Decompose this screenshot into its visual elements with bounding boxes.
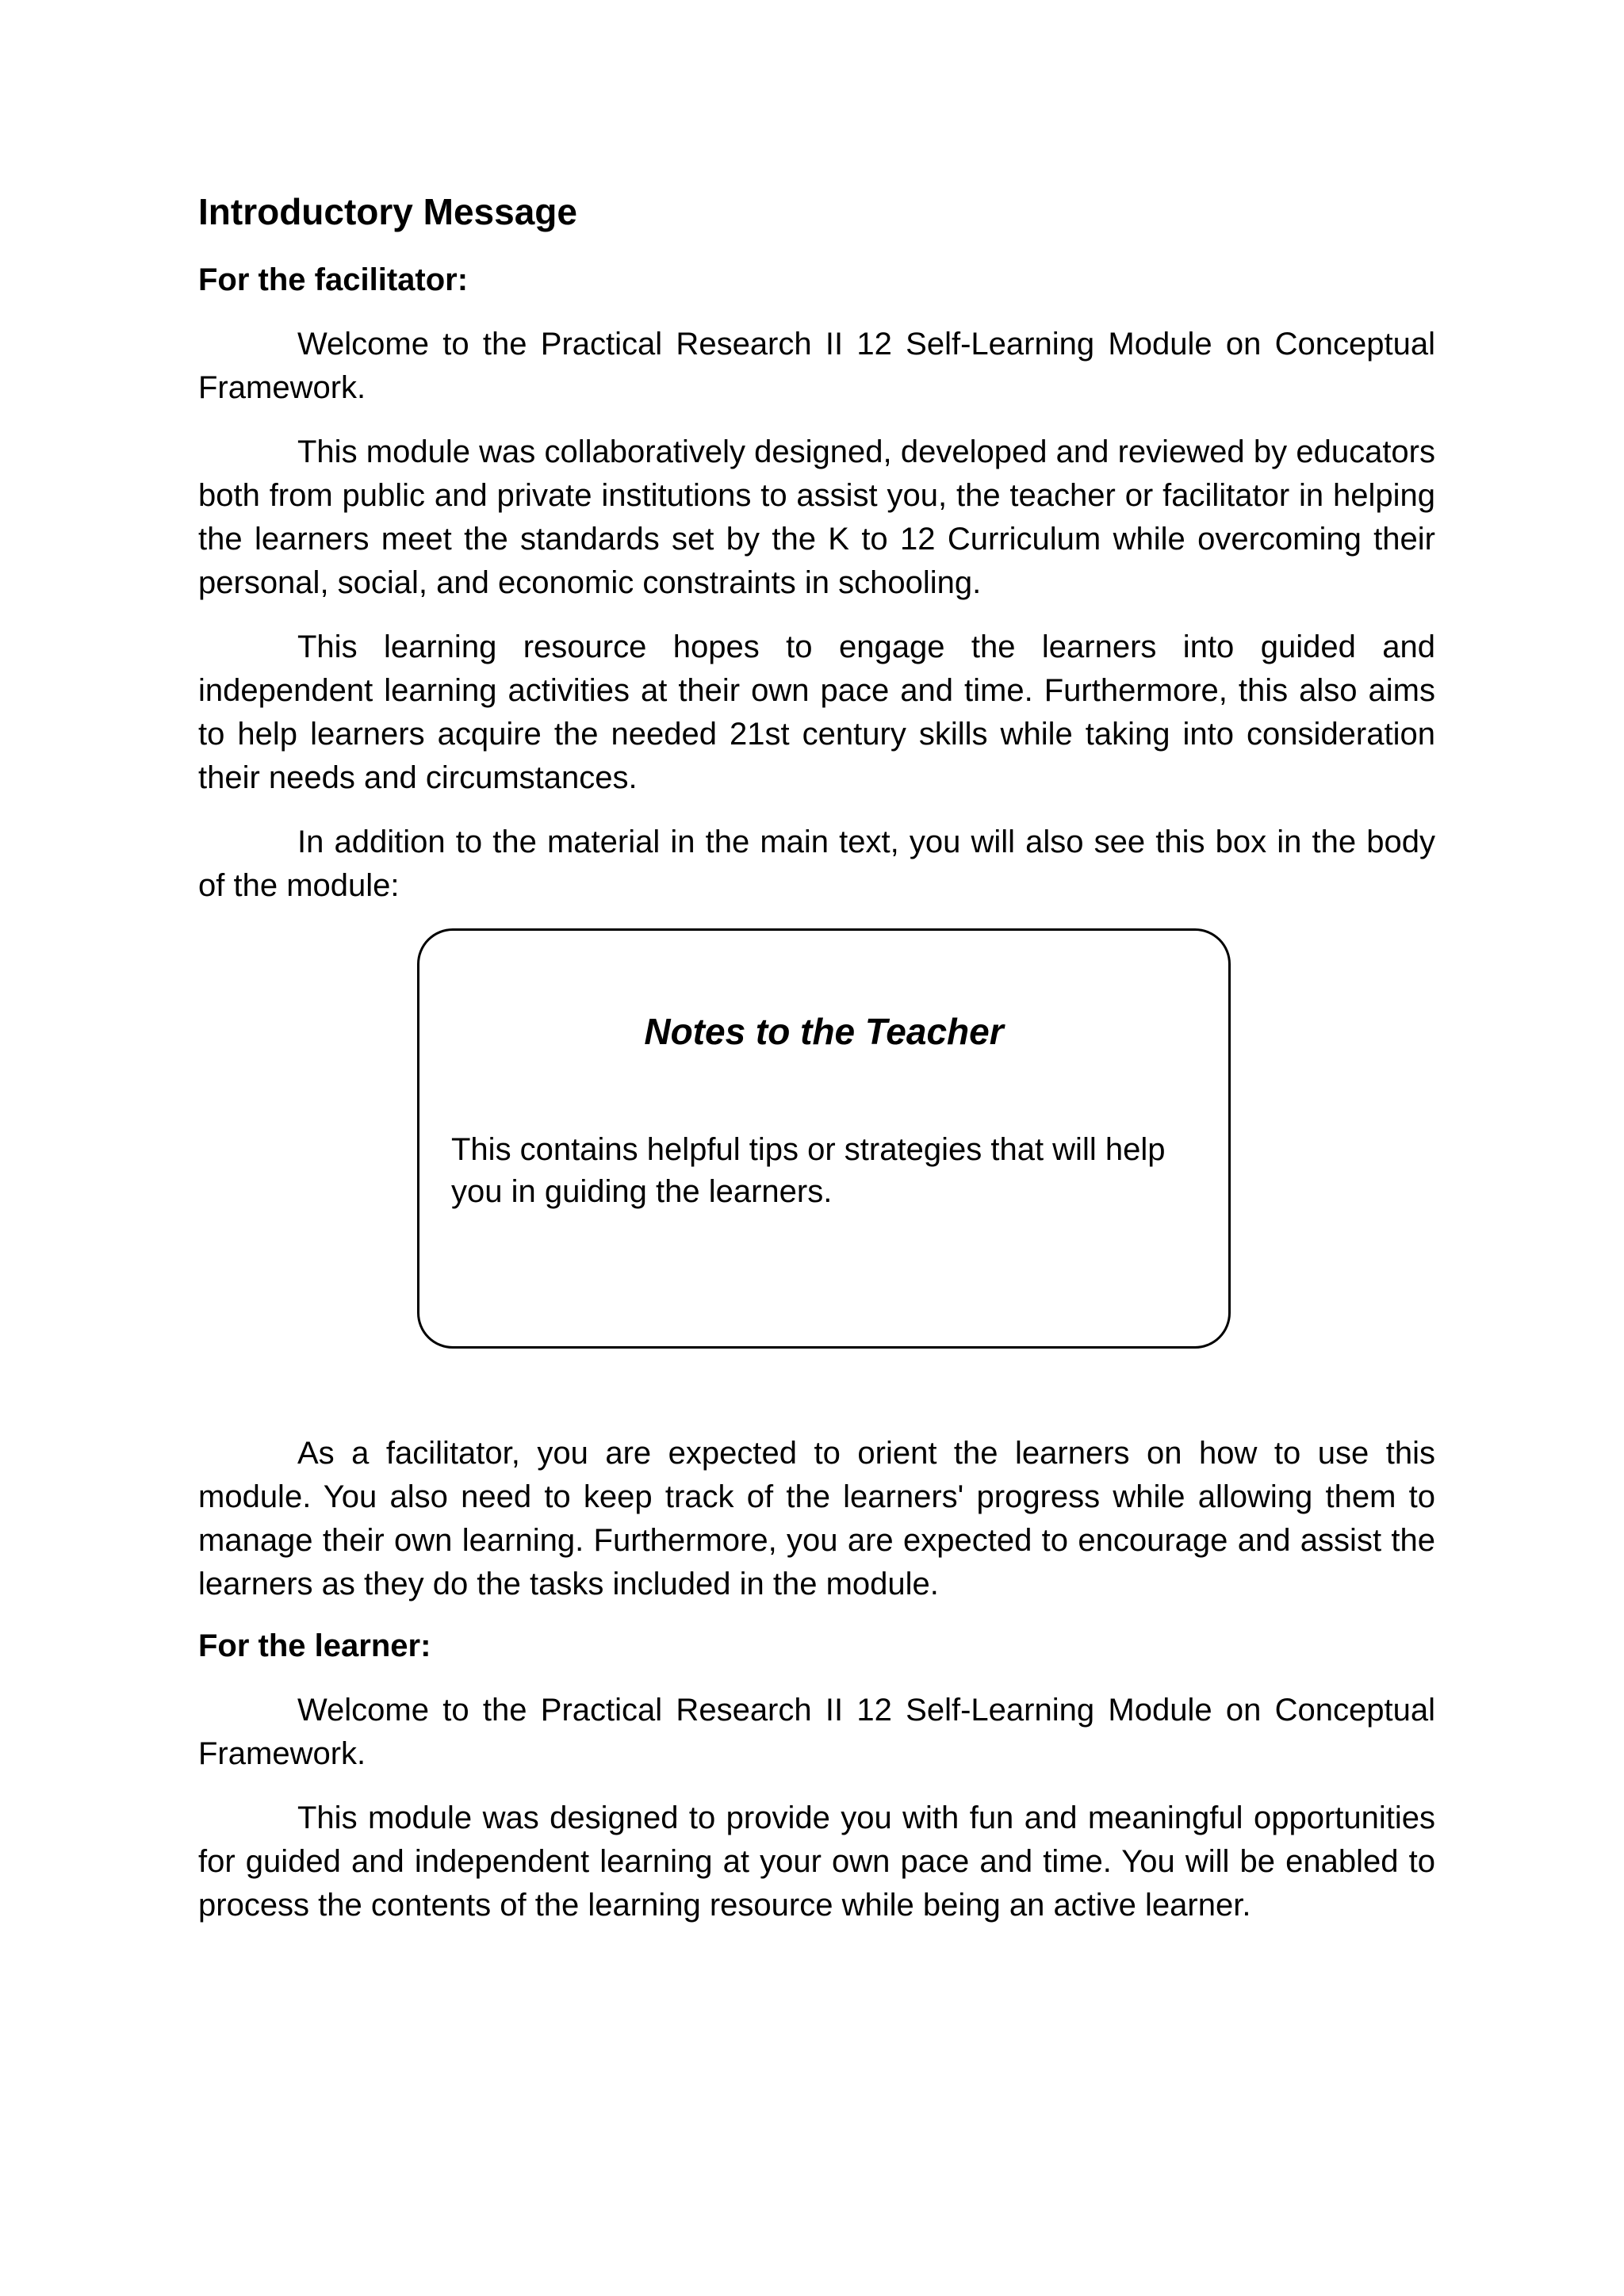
facilitator-welcome-paragraph: Welcome to the Practical Research II 12 Self-Learning Module on Conceptual Framework.: [198, 327, 1435, 406]
document-page: [198, 190, 1435, 1948]
facilitator-box-intro-paragraph: In addition to the material in the main text, you will also see this box in the body of the module:: [198, 825, 1435, 904]
facilitator-closing-paragraph: As a facilitator, you are expected to orient the learners on how to use this module. You also need to keep track of the learners' progress while allowing them to manage their own learning. Furthermore, you are expected to encourage and assist the learners as they do the tasks included in the module.: [198, 1436, 1435, 1602]
notes-to-teacher-box: [417, 928, 1231, 1349]
facilitator-module-paragraph: This module was collaboratively designed, developed and reviewed by educators both from public and private institutions to assist you, the teacher or facilitator in helping the learners meet the standards set by the K to 12 Curriculum while overcoming their personal, social, and economic constraints in schooling.: [198, 434, 1435, 601]
learner-heading: For the learner:: [198, 1628, 431, 1664]
notes-box-title: Notes to the Teacher: [644, 1011, 1004, 1053]
learner-welcome-paragraph: Welcome to the Practical Research II 12 Self-Learning Module on Conceptual Framework.: [198, 1693, 1435, 1772]
page-title: Introductory Message: [198, 191, 577, 232]
facilitator-resource-paragraph: This learning resource hopes to engage the learners into guided and independent learning activities at their own pace and time. Furthermore, this also aims to help learners acquire the needed 21st century skills while taking into consideration their needs and circumstances.: [198, 629, 1435, 796]
notes-box-body: This contains helpful tips or strategies that will help you in guiding the learners.: [451, 1132, 1166, 1210]
learner-module-paragraph: This module was designed to provide you with fun and meaningful opportunities for guided and independent learning at your own pace and time. You will be enabled to process the contents of the learning resource while being an active learner.: [198, 1800, 1435, 1923]
facilitator-heading: For the facilitator:: [198, 262, 469, 298]
